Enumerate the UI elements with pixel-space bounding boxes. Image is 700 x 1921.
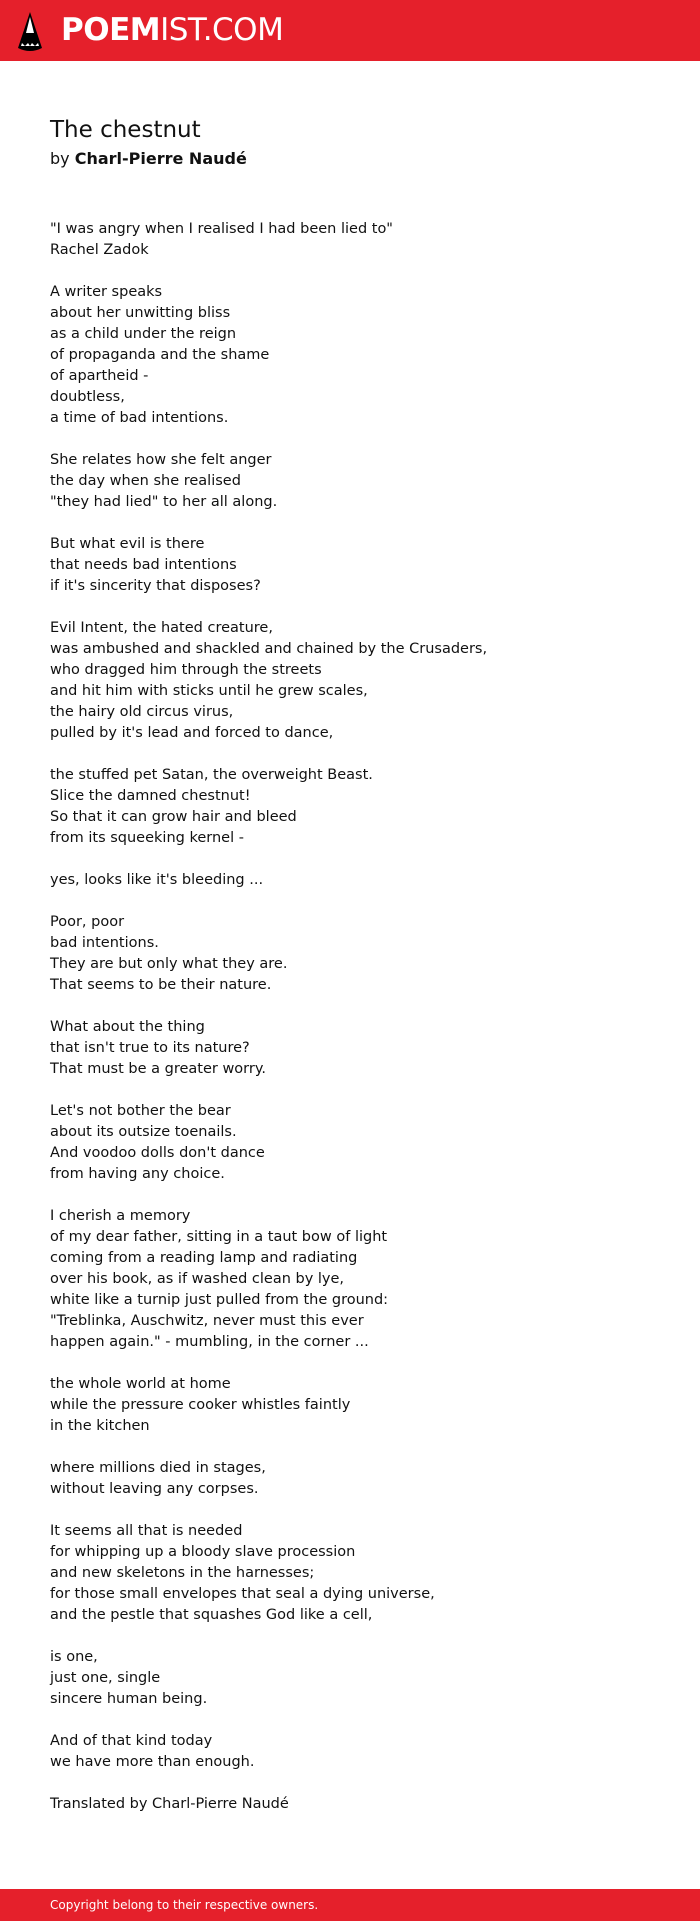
footer-copyright: Copyright belong to their respective owners. [50,1898,319,1912]
poem-line: the day when she realised [50,473,241,489]
stanza-gap [50,1773,650,1794]
stanza-gap [50,1500,650,1521]
pen-nib-icon[interactable] [17,11,43,51]
poem-line: we have more than enough. [50,1754,255,1770]
poem-line: that needs bad intentions [50,557,237,573]
poem-stanza [50,450,650,513]
poem-line: is one, [50,1649,98,1665]
poem-stanza [50,1374,650,1437]
poem-line: was ambushed and shackled and chained by the Crusaders, [50,641,488,657]
poem-line: "I was angry when I realised I had been lied to" [50,221,393,237]
poem-line: sincere human being. [50,1691,208,1707]
poem-line: for whipping up a bloody slave procession [50,1544,356,1560]
poem-line: the hairy old circus virus, [50,704,234,720]
poem-line: That seems to be their nature. [50,977,272,993]
stanza-gap [50,1437,650,1458]
poem-line: yes, looks like it's bleeding ... [50,872,264,888]
poem-line: and the pestle that squashes God like a cell, [50,1607,373,1623]
poem-stanza [50,1458,650,1500]
poem-line: What about the thing [50,1019,205,1035]
poem-line: Poor, poor [50,914,125,930]
poem-line: of propaganda and the shame [50,347,270,363]
poem-line: A writer speaks [50,284,163,300]
stanza-gap [50,1080,650,1101]
poem-line: Evil Intent, the hated creature, [50,620,273,636]
stanza-gap [50,744,650,765]
poem-line: as a child under the reign [50,326,237,342]
poem-line: the whole world at home [50,1376,231,1392]
stanza-gap [50,1710,650,1731]
poem-line: doubtless, [50,389,125,405]
poem-stanza [50,912,650,996]
stanza-gap [50,261,650,282]
poem-stanza [50,1731,650,1773]
stanza-gap [50,429,650,450]
poem-stanza [50,534,650,597]
poem-line: That must be a greater worry. [50,1061,266,1077]
poem-line: and hit him with sticks until he grew scales, [50,683,368,699]
poem-stanza [50,1647,650,1710]
stanza-gap [50,891,650,912]
poem-title: The chestnut [50,117,201,143]
poem-stanza [50,1794,650,1815]
poem-line: Translated by Charl-Pierre Naudé [50,1796,289,1812]
poem-line: while the pressure cooker whistles faintly [50,1397,351,1413]
stanza-gap [50,849,650,870]
poem-body [50,219,650,1815]
poem-line: from its squeeking kernel - [50,830,244,846]
poem-line: happen again." - mumbling, in the corner ... [50,1334,369,1350]
poem-line: Let's not bother the bear [50,1103,231,1119]
poem-line: coming from a reading lamp and radiating [50,1250,358,1266]
poem-author: Charl-Pierre Naudé [74,149,247,168]
poem-line: the stuffed pet Satan, the overweight Beast. [50,767,373,783]
poem-line: bad intentions. [50,935,159,951]
poem-line: I cherish a memory [50,1208,191,1224]
poem-line: Slice the damned chestnut! [50,788,251,804]
poem-line: if it's sincerity that disposes? [50,578,261,594]
poem-line: a time of bad intentions. [50,410,229,426]
poem-line: white like a turnip just pulled from the ground: [50,1292,389,1308]
stanza-gap [50,513,650,534]
poem-line: in the kitchen [50,1418,150,1434]
poem-line: that isn't true to its nature? [50,1040,250,1056]
poem-line: They are but only what they are. [50,956,288,972]
poem-line: about her unwitting bliss [50,305,231,321]
poem-stanza [50,1206,650,1353]
poem-stanza [50,765,650,849]
logo-light-text: IST.COM [160,12,284,48]
poem-stanza [50,1017,650,1080]
poem-line: So that it can grow hair and bleed [50,809,297,825]
by-label: by [50,149,70,168]
stanza-gap [50,597,650,618]
poem-line: But what evil is there [50,536,205,552]
poem-line: of apartheid - [50,368,149,384]
poem-stanza [50,1101,650,1185]
poem-line: without leaving any corpses. [50,1481,259,1497]
poem-line: for those small envelopes that seal a dying universe, [50,1586,435,1602]
poem-stanza [50,618,650,744]
poem-stanza [50,282,650,429]
poem-line: And of that kind today [50,1733,213,1749]
poem-line: of my dear father, sitting in a taut bow of light [50,1229,388,1245]
stanza-gap [50,1185,650,1206]
stanza-gap [50,996,650,1017]
site-logo-link[interactable] [61,10,283,50]
poem-stanza [50,1521,650,1626]
poem-line: pulled by it's lead and forced to dance, [50,725,334,741]
poem-line: who dragged him through the streets [50,662,322,678]
poem-line: She relates how she felt anger [50,452,272,468]
stanza-gap [50,1626,650,1647]
poem-line: where millions died in stages, [50,1460,266,1476]
site-footer [0,1889,700,1921]
poem-line: about its outsize toenails. [50,1124,237,1140]
poem-line: over his book, as if washed clean by lye, [50,1271,345,1287]
logo-bold-text: POEM [61,12,161,48]
poem-stanza [50,219,650,261]
poem-byline [50,147,247,171]
poem-line: just one, single [50,1670,161,1686]
poem-line: from having any choice. [50,1166,225,1182]
stanza-gap [50,1353,650,1374]
poem-line: "they had lied" to her all along. [50,494,278,510]
poem-line: It seems all that is needed [50,1523,243,1539]
poem-stanza [50,870,650,891]
poem-line: "Treblinka, Auschwitz, never must this ever [50,1313,364,1329]
site-header [0,0,700,61]
poem-line: and new skeletons in the harnesses; [50,1565,315,1581]
poem-line: Rachel Zadok [50,242,149,258]
poem-line: And voodoo dolls don't dance [50,1145,265,1161]
